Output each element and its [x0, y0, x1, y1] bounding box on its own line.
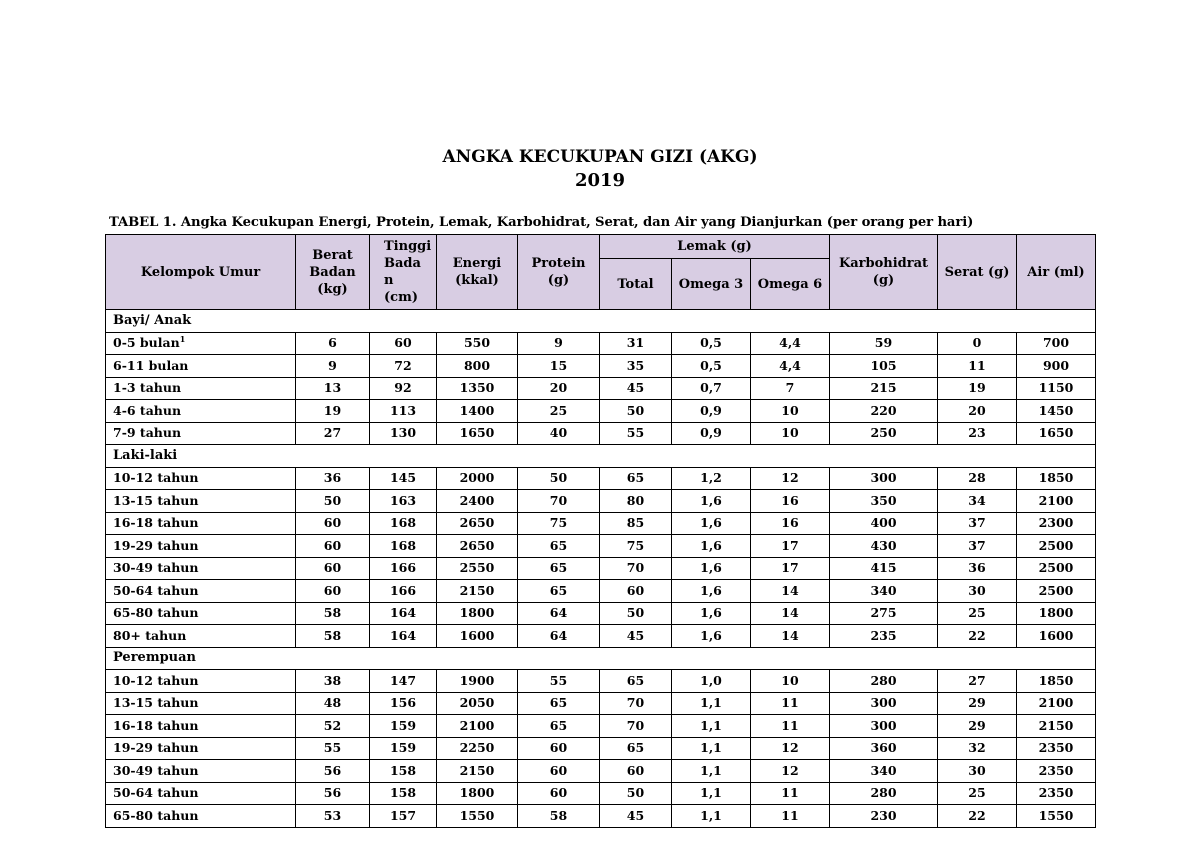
cell-energi: 2050: [437, 692, 518, 715]
cell-berat-badan: 53: [296, 805, 370, 828]
cell-serat: 23: [938, 422, 1017, 445]
cell-kelompok-umur: [106, 535, 296, 558]
cell-air: 2350: [1017, 737, 1096, 760]
cell-lemak-total: 50: [600, 400, 672, 423]
cell-kelompok-umur: [106, 760, 296, 783]
cell-omega3: 0,5: [672, 355, 751, 378]
group-row: [106, 445, 1096, 468]
cell-omega3: 1,6: [672, 512, 751, 535]
cell-tinggi-badan: 166: [370, 580, 437, 603]
age-label: 13-15 tahun: [113, 695, 199, 711]
table-row: [106, 602, 1096, 625]
table-row: [106, 557, 1096, 580]
cell-karbohidrat: 59: [830, 332, 938, 355]
cell-tinggi-badan: 158: [370, 760, 437, 783]
cell-karbohidrat: 230: [830, 805, 938, 828]
cell-omega3: 1,0: [672, 670, 751, 693]
cell-kelompok-umur: [106, 400, 296, 423]
cell-omega6: 14: [751, 580, 830, 603]
cell-tinggi-badan: 157: [370, 805, 437, 828]
header-energi-line: (kkal): [455, 273, 499, 288]
cell-air: 1650: [1017, 422, 1096, 445]
header-karbohidrat-line: (g): [872, 273, 895, 288]
cell-kelompok-umur: [106, 805, 296, 828]
table-row: [106, 805, 1096, 828]
cell-berat-badan: 36: [296, 467, 370, 490]
cell-berat-badan: 55: [296, 737, 370, 760]
cell-berat-badan: 6: [296, 332, 370, 355]
cell-karbohidrat: 350: [830, 490, 938, 513]
group-row: [106, 647, 1096, 670]
cell-protein: 50: [518, 467, 600, 490]
cell-protein: 9: [518, 332, 600, 355]
cell-kelompok-umur: [106, 332, 296, 355]
age-label: 30-49 tahun: [113, 762, 199, 778]
cell-serat: 19: [938, 377, 1017, 400]
cell-energi: 1800: [437, 602, 518, 625]
cell-omega6: 11: [751, 692, 830, 715]
table-body: [106, 310, 1096, 828]
cell-energi: 2150: [437, 580, 518, 603]
cell-tinggi-badan: 164: [370, 602, 437, 625]
cell-tinggi-badan: 166: [370, 557, 437, 580]
cell-omega6: 16: [751, 512, 830, 535]
cell-serat: 28: [938, 467, 1017, 490]
cell-serat: 27: [938, 670, 1017, 693]
age-label: 10-12 tahun: [113, 672, 199, 688]
cell-berat-badan: 60: [296, 535, 370, 558]
cell-kelompok-umur: [106, 670, 296, 693]
cell-energi: 2550: [437, 557, 518, 580]
age-label: 13-15 tahun: [113, 492, 199, 508]
cell-tinggi-badan: 168: [370, 535, 437, 558]
cell-protein: 65: [518, 692, 600, 715]
table-row: [106, 580, 1096, 603]
cell-omega6: 17: [751, 535, 830, 558]
table-row: [106, 535, 1096, 558]
cell-serat: 20: [938, 400, 1017, 423]
cell-serat: 32: [938, 737, 1017, 760]
cell-lemak-total: 31: [600, 332, 672, 355]
footnote-marker: 1: [179, 334, 186, 345]
cell-lemak-total: 70: [600, 715, 672, 738]
header-berat-badan-line: Berat: [312, 247, 353, 263]
cell-tinggi-badan: 158: [370, 782, 437, 805]
akg-table: [105, 234, 1096, 828]
header-energi-line: Energi: [452, 256, 502, 271]
cell-karbohidrat: 280: [830, 782, 938, 805]
cell-berat-badan: 58: [296, 602, 370, 625]
cell-omega3: 1,1: [672, 782, 751, 805]
cell-protein: 65: [518, 715, 600, 738]
cell-protein: 70: [518, 490, 600, 513]
cell-protein: 55: [518, 670, 600, 693]
cell-omega3: 1,1: [672, 737, 751, 760]
cell-berat-badan: 19: [296, 400, 370, 423]
cell-air: 1850: [1017, 467, 1096, 490]
cell-serat: 30: [938, 580, 1017, 603]
cell-air: 2500: [1017, 580, 1096, 603]
cell-energi: 2250: [437, 737, 518, 760]
cell-omega3: 1,6: [672, 557, 751, 580]
table-row: [106, 670, 1096, 693]
cell-energi: 1900: [437, 670, 518, 693]
table-row: [106, 332, 1096, 355]
cell-air: 1600: [1017, 625, 1096, 648]
age-label: 65-80 tahun: [113, 807, 199, 823]
table-row: [106, 692, 1096, 715]
cell-serat: 0: [938, 332, 1017, 355]
cell-energi: 2100: [437, 715, 518, 738]
cell-omega3: 0,9: [672, 422, 751, 445]
cell-air: 1800: [1017, 602, 1096, 625]
cell-energi: 2400: [437, 490, 518, 513]
cell-protein: 60: [518, 782, 600, 805]
cell-protein: 65: [518, 580, 600, 603]
cell-omega3: 0,9: [672, 400, 751, 423]
cell-karbohidrat: 105: [830, 355, 938, 378]
cell-omega6: 11: [751, 805, 830, 828]
header-tinggi-badan-line: Bada: [384, 256, 421, 271]
document-year: 2019: [574, 170, 626, 191]
cell-karbohidrat: 300: [830, 692, 938, 715]
group-row: [106, 310, 1096, 333]
cell-omega3: 1,1: [672, 805, 751, 828]
table-row: [106, 467, 1096, 490]
table-row: [106, 715, 1096, 738]
cell-lemak-total: 60: [600, 580, 672, 603]
cell-lemak-total: 65: [600, 670, 672, 693]
cell-serat: 25: [938, 602, 1017, 625]
cell-kelompok-umur: [106, 782, 296, 805]
cell-karbohidrat: 215: [830, 377, 938, 400]
cell-kelompok-umur: [106, 512, 296, 535]
header-berat-badan-line: Badan: [309, 264, 356, 280]
header-tinggi-badan: [370, 235, 437, 310]
cell-omega6: 7: [751, 377, 830, 400]
cell-omega3: 1,1: [672, 692, 751, 715]
table-row: [106, 737, 1096, 760]
header-kelompok-umur: Kelompok Umur: [106, 235, 296, 310]
cell-kelompok-umur: [106, 580, 296, 603]
cell-omega6: 12: [751, 737, 830, 760]
cell-air: 900: [1017, 355, 1096, 378]
cell-tinggi-badan: 130: [370, 422, 437, 445]
cell-berat-badan: 27: [296, 422, 370, 445]
cell-protein: 65: [518, 535, 600, 558]
cell-omega3: 1,6: [672, 602, 751, 625]
age-label: 7-9 tahun: [113, 425, 182, 441]
cell-air: 700: [1017, 332, 1096, 355]
cell-air: 2100: [1017, 490, 1096, 513]
cell-karbohidrat: 235: [830, 625, 938, 648]
cell-omega3: 0,5: [672, 332, 751, 355]
cell-energi: 1600: [437, 625, 518, 648]
cell-air: 2350: [1017, 760, 1096, 783]
cell-karbohidrat: 360: [830, 737, 938, 760]
age-label: 4-6 tahun: [113, 402, 182, 418]
cell-protein: 15: [518, 355, 600, 378]
cell-omega3: 1,2: [672, 467, 751, 490]
cell-berat-badan: 60: [296, 512, 370, 535]
cell-karbohidrat: 340: [830, 580, 938, 603]
cell-kelompok-umur: [106, 557, 296, 580]
cell-tinggi-badan: 92: [370, 377, 437, 400]
age-label: 16-18 tahun: [113, 515, 199, 531]
cell-air: 2100: [1017, 692, 1096, 715]
cell-karbohidrat: 275: [830, 602, 938, 625]
age-label: 30-49 tahun: [113, 560, 199, 576]
cell-lemak-total: 45: [600, 377, 672, 400]
age-label: 65-80 tahun: [113, 605, 199, 621]
cell-tinggi-badan: 159: [370, 737, 437, 760]
cell-lemak-total: 50: [600, 602, 672, 625]
cell-tinggi-badan: 113: [370, 400, 437, 423]
cell-omega3: 1,1: [672, 760, 751, 783]
cell-omega6: 4,4: [751, 355, 830, 378]
cell-tinggi-badan: 72: [370, 355, 437, 378]
group-label: Perempuan: [106, 647, 1096, 670]
cell-protein: 64: [518, 602, 600, 625]
cell-kelompok-umur: [106, 377, 296, 400]
cell-lemak-total: 35: [600, 355, 672, 378]
cell-air: 2150: [1017, 715, 1096, 738]
cell-berat-badan: 56: [296, 760, 370, 783]
cell-karbohidrat: 415: [830, 557, 938, 580]
header-protein: [518, 235, 600, 310]
cell-lemak-total: 75: [600, 535, 672, 558]
cell-lemak-total: 70: [600, 692, 672, 715]
cell-tinggi-badan: 60: [370, 332, 437, 355]
cell-omega6: 10: [751, 670, 830, 693]
cell-berat-badan: 60: [296, 557, 370, 580]
cell-omega6: 14: [751, 625, 830, 648]
cell-omega6: 12: [751, 467, 830, 490]
cell-karbohidrat: 300: [830, 715, 938, 738]
cell-protein: 60: [518, 760, 600, 783]
cell-omega3: 1,6: [672, 580, 751, 603]
cell-serat: 25: [938, 782, 1017, 805]
cell-omega6: 14: [751, 602, 830, 625]
age-label: 19-29 tahun: [113, 537, 199, 553]
cell-protein: 75: [518, 512, 600, 535]
cell-omega3: 0,7: [672, 377, 751, 400]
table-row: [106, 355, 1096, 378]
cell-protein: 20: [518, 377, 600, 400]
cell-energi: 1400: [437, 400, 518, 423]
header-tinggi-badan-line: n: [384, 273, 394, 288]
table-row: [106, 400, 1096, 423]
cell-energi: 1650: [437, 422, 518, 445]
cell-tinggi-badan: 164: [370, 625, 437, 648]
header-protein-line: (g): [547, 273, 570, 288]
cell-kelompok-umur: [106, 737, 296, 760]
cell-karbohidrat: 250: [830, 422, 938, 445]
age-label: 50-64 tahun: [113, 582, 199, 598]
header-berat-badan: [296, 235, 370, 310]
cell-lemak-total: 70: [600, 557, 672, 580]
cell-omega3: 1,1: [672, 715, 751, 738]
table-row: [106, 490, 1096, 513]
cell-lemak-total: 45: [600, 805, 672, 828]
cell-tinggi-badan: 147: [370, 670, 437, 693]
cell-lemak-total: 65: [600, 737, 672, 760]
table-row: [106, 512, 1096, 535]
header-berat-badan-line: (kg): [317, 281, 348, 297]
header-karbohidrat: [830, 235, 938, 310]
cell-air: 2500: [1017, 535, 1096, 558]
cell-omega3: 1,6: [672, 490, 751, 513]
cell-energi: 1800: [437, 782, 518, 805]
header-serat: Serat (g): [938, 235, 1017, 310]
cell-protein: 58: [518, 805, 600, 828]
header-omega3: Omega 3: [672, 259, 751, 310]
cell-omega3: 1,6: [672, 535, 751, 558]
age-label: 6-11 bulan: [113, 357, 189, 373]
cell-lemak-total: 50: [600, 782, 672, 805]
table-row: [106, 760, 1096, 783]
header-karbohidrat-line: Karbohidrat: [838, 256, 929, 271]
cell-omega6: 16: [751, 490, 830, 513]
table-row: [106, 782, 1096, 805]
cell-lemak-total: 85: [600, 512, 672, 535]
cell-energi: 550: [437, 332, 518, 355]
cell-energi: 2150: [437, 760, 518, 783]
cell-kelompok-umur: [106, 422, 296, 445]
cell-omega6: 17: [751, 557, 830, 580]
table-row: [106, 625, 1096, 648]
table-header: [106, 235, 1096, 310]
age-label: 19-29 tahun: [113, 740, 199, 756]
cell-tinggi-badan: 168: [370, 512, 437, 535]
cell-energi: 800: [437, 355, 518, 378]
cell-serat: 37: [938, 535, 1017, 558]
cell-lemak-total: 60: [600, 760, 672, 783]
cell-tinggi-badan: 159: [370, 715, 437, 738]
cell-karbohidrat: 280: [830, 670, 938, 693]
cell-karbohidrat: 300: [830, 467, 938, 490]
cell-energi: 1550: [437, 805, 518, 828]
cell-berat-badan: 38: [296, 670, 370, 693]
cell-tinggi-badan: 163: [370, 490, 437, 513]
cell-energi: 2000: [437, 467, 518, 490]
cell-serat: 30: [938, 760, 1017, 783]
cell-tinggi-badan: 145: [370, 467, 437, 490]
cell-protein: 40: [518, 422, 600, 445]
group-label: Bayi/ Anak: [106, 310, 1096, 333]
cell-air: 2500: [1017, 557, 1096, 580]
cell-lemak-total: 80: [600, 490, 672, 513]
cell-kelompok-umur: [106, 602, 296, 625]
cell-protein: 60: [518, 737, 600, 760]
cell-lemak-total: 55: [600, 422, 672, 445]
table-row: [106, 377, 1096, 400]
cell-kelompok-umur: [106, 467, 296, 490]
cell-serat: 22: [938, 805, 1017, 828]
document-title: ANGKA KECUKUPAN GIZI (AKG): [442, 147, 758, 167]
header-tinggi-badan-line: Tinggi: [384, 239, 432, 254]
header-tinggi-badan-line: (cm): [384, 290, 418, 305]
header-air: Air (ml): [1017, 235, 1096, 310]
cell-serat: 34: [938, 490, 1017, 513]
cell-air: 1150: [1017, 377, 1096, 400]
cell-air: 2350: [1017, 782, 1096, 805]
cell-energi: 2650: [437, 535, 518, 558]
cell-berat-badan: 48: [296, 692, 370, 715]
cell-omega6: 12: [751, 760, 830, 783]
age-label: 50-64 tahun: [113, 785, 199, 801]
cell-berat-badan: 56: [296, 782, 370, 805]
cell-serat: 11: [938, 355, 1017, 378]
cell-energi: 1350: [437, 377, 518, 400]
header-protein-line: Protein: [531, 256, 586, 271]
cell-berat-badan: 60: [296, 580, 370, 603]
age-label: 80+ tahun: [113, 627, 187, 643]
cell-air: 2300: [1017, 512, 1096, 535]
age-label: 1-3 tahun: [113, 380, 182, 396]
cell-berat-badan: 9: [296, 355, 370, 378]
cell-berat-badan: 58: [296, 625, 370, 648]
age-label: 16-18 tahun: [113, 717, 199, 733]
cell-serat: 29: [938, 692, 1017, 715]
cell-serat: 29: [938, 715, 1017, 738]
cell-kelompok-umur: [106, 625, 296, 648]
cell-karbohidrat: 430: [830, 535, 938, 558]
cell-karbohidrat: 220: [830, 400, 938, 423]
cell-berat-badan: 52: [296, 715, 370, 738]
cell-kelompok-umur: [106, 692, 296, 715]
header-omega6: Omega 6: [751, 259, 830, 310]
header-lemak-total: Total: [600, 259, 672, 310]
cell-serat: 36: [938, 557, 1017, 580]
cell-tinggi-badan: 156: [370, 692, 437, 715]
cell-omega6: 10: [751, 400, 830, 423]
group-label: Laki-laki: [106, 445, 1096, 468]
cell-kelompok-umur: [106, 490, 296, 513]
cell-berat-badan: 50: [296, 490, 370, 513]
cell-protein: 25: [518, 400, 600, 423]
cell-serat: 22: [938, 625, 1017, 648]
cell-kelompok-umur: [106, 715, 296, 738]
cell-air: 1850: [1017, 670, 1096, 693]
cell-lemak-total: 45: [600, 625, 672, 648]
cell-omega6: 11: [751, 715, 830, 738]
header-energi: [437, 235, 518, 310]
table-row: [106, 422, 1096, 445]
cell-energi: 2650: [437, 512, 518, 535]
cell-omega6: 4,4: [751, 332, 830, 355]
header-lemak: Lemak (g): [600, 235, 830, 259]
table-caption: TABEL 1. Angka Kecukupan Energi, Protein, Lemak, Karbohidrat, Serat, dan Air yang Dianjurkan (per orang per hari): [109, 215, 974, 230]
cell-berat-badan: 13: [296, 377, 370, 400]
cell-omega6: 11: [751, 782, 830, 805]
cell-omega6: 10: [751, 422, 830, 445]
cell-serat: 37: [938, 512, 1017, 535]
age-label: 10-12 tahun: [113, 470, 199, 486]
age-label: 0-5 bulan: [113, 335, 180, 351]
cell-lemak-total: 65: [600, 467, 672, 490]
cell-karbohidrat: 340: [830, 760, 938, 783]
cell-protein: 65: [518, 557, 600, 580]
cell-karbohidrat: 400: [830, 512, 938, 535]
cell-omega3: 1,6: [672, 625, 751, 648]
cell-kelompok-umur: [106, 355, 296, 378]
cell-protein: 64: [518, 625, 600, 648]
cell-air: 1550: [1017, 805, 1096, 828]
cell-air: 1450: [1017, 400, 1096, 423]
